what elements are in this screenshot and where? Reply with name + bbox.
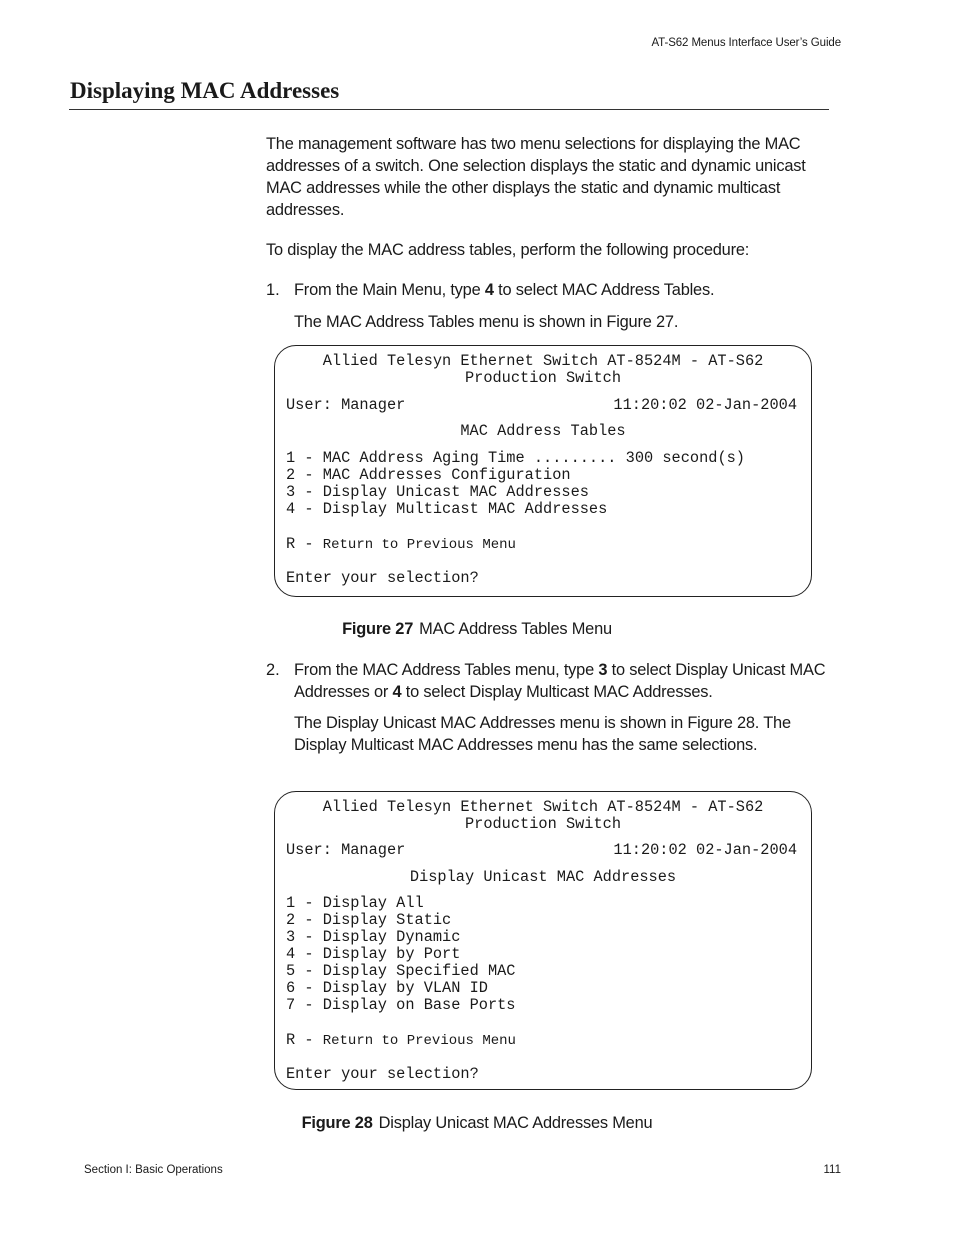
menu-option-return: R - Return to Previous Menu: [286, 535, 516, 553]
menu-option-return: R - Return to Previous Menu: [286, 1031, 516, 1049]
terminal-screen-fig27: [274, 345, 812, 597]
terminal-menu-title: Display Unicast MAC Addresses: [409, 868, 677, 886]
terminal-prompt: Enter your selection?: [286, 569, 479, 587]
menu-option: 1 - Display All: [286, 894, 424, 912]
step-number: 2.: [266, 661, 280, 679]
figure-27-caption: Figure 27 MAC Address Tables Menu: [342, 620, 612, 638]
section-title: Displaying MAC Addresses: [70, 78, 340, 103]
footer-section: Section I: Basic Operations: [84, 1164, 223, 1176]
menu-option: 2 - MAC Addresses Configuration: [286, 466, 571, 484]
step-2-note: The Display Unicast MAC Addresses menu is shown in Figure 28. The Display Multicast MAC Addresses menu has the same selections.: [294, 714, 791, 754]
menu-option: 7 - Display on Base Ports: [286, 996, 516, 1014]
menu-option: 4 - Display Multicast MAC Addresses: [286, 500, 608, 518]
menu-option: 3 - Display Dynamic: [286, 928, 461, 946]
terminal-banner: Allied Telesyn Ethernet Switch AT-8524M - AT-S62: [322, 798, 764, 816]
menu-option: 3 - Display Unicast MAC Addresses: [286, 483, 589, 501]
running-header: AT-S62 Menus Interface User’s Guide: [651, 37, 841, 49]
terminal-menu-title: MAC Address Tables: [460, 422, 626, 440]
figure-28-caption: Figure 28 Display Unicast MAC Addresses Menu: [301, 1114, 653, 1132]
step-1-text: From the Main Menu, type 4 to select MAC Address Tables.: [294, 281, 715, 299]
terminal-user: User: Manager: [286, 841, 406, 859]
terminal-datetime: 11:20:02 02-Jan-2004: [613, 841, 797, 859]
terminal-banner: Allied Telesyn Ethernet Switch AT-8524M - AT-S62: [322, 352, 764, 370]
terminal-switch-name: Production Switch: [464, 815, 622, 833]
step-2-text: From the MAC Address Tables menu, type 3 to select Display Unicast MAC Addresses or 4 to select Display Multicast MAC Addresses.: [294, 661, 826, 701]
step-1-note: The MAC Address Tables menu is shown in Figure 27.: [294, 313, 679, 331]
intro-paragraph: The management software has two menu selections for displaying the MAC addresses of a switch. One selection displays the static and dynamic unicast MAC addresses while the other displays the static and dynamic multicast addresses.: [266, 135, 806, 219]
menu-option: 2 - Display Static: [286, 911, 452, 929]
title-rule: [69, 109, 829, 110]
step-number: 1.: [266, 281, 280, 299]
menu-option: 5 - Display Specified MAC: [286, 962, 516, 980]
terminal-switch-name: Production Switch: [464, 369, 622, 387]
menu-option: 4 - Display by Port: [286, 945, 461, 963]
procedure-intro: To display the MAC address tables, perform the following procedure:: [266, 241, 750, 259]
terminal-datetime: 11:20:02 02-Jan-2004: [613, 396, 797, 414]
terminal-screen-fig28: [274, 791, 812, 1090]
page-number: 111: [823, 1164, 841, 1176]
terminal-user: User: Manager: [286, 396, 406, 414]
menu-option: 6 - Display by VLAN ID: [286, 979, 488, 997]
menu-option: 1 - MAC Address Aging Time ......... 300 second(s): [286, 449, 745, 467]
terminal-prompt: Enter your selection?: [286, 1065, 479, 1083]
